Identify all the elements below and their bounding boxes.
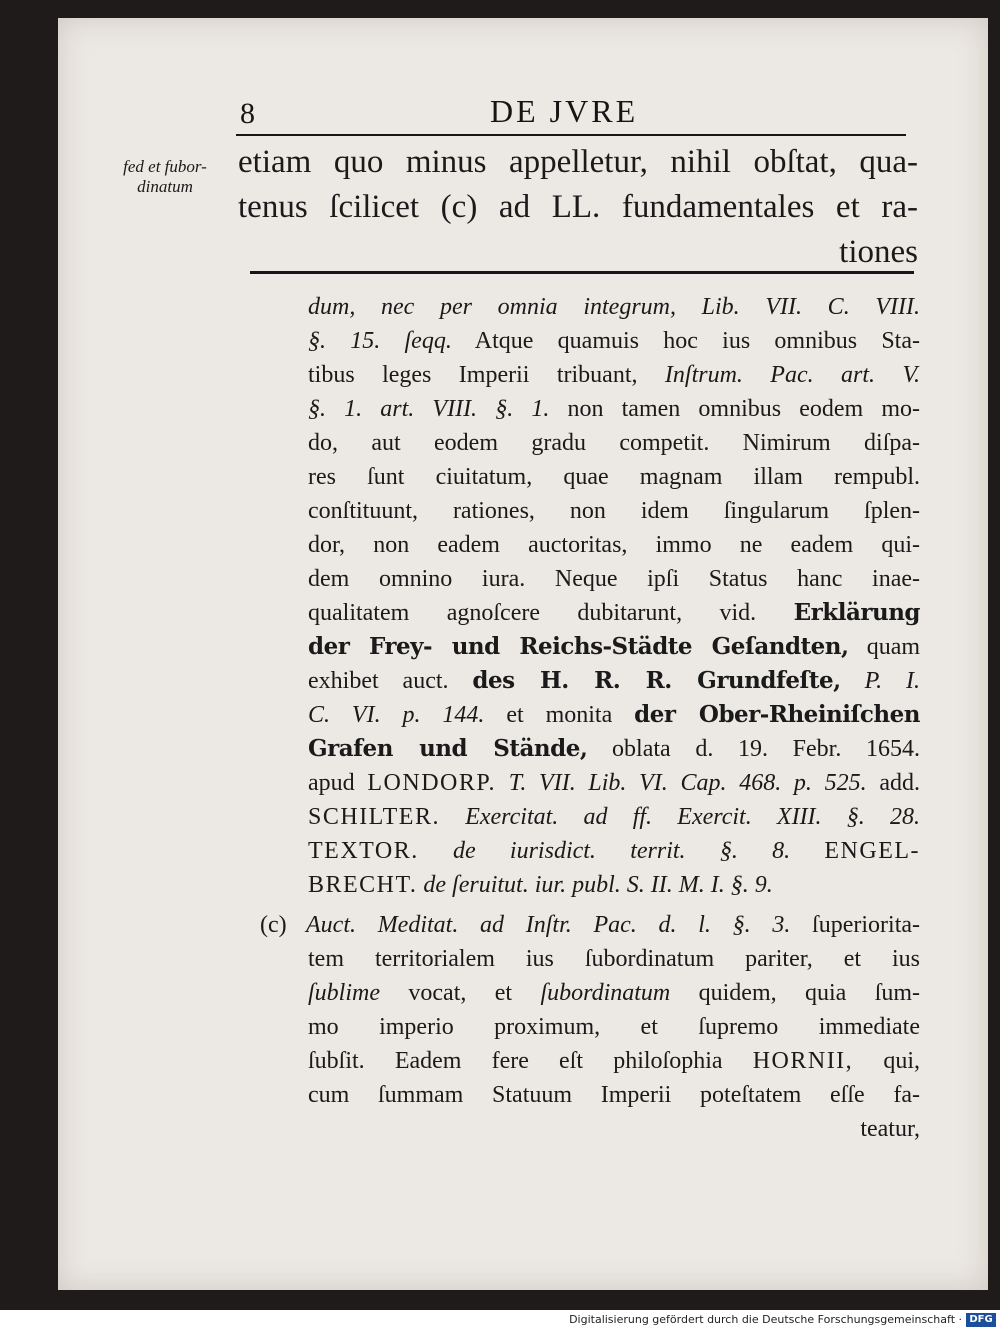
- blackletter-text: der Frey- und Reichs-Städte Geſandten,: [308, 633, 849, 660]
- page-header: [230, 95, 910, 135]
- footnote-line: conſtituunt, rationes, non idem ſingularum ſplen-: [308, 498, 920, 524]
- footnote-line: [260, 868, 920, 902]
- footnote-line: [260, 392, 920, 426]
- main-text-line: tenus ſcilicet (c) ad LL. fundamentales et ra-: [238, 189, 918, 225]
- footnote-line: [260, 358, 920, 392]
- footnote-line: [260, 290, 920, 324]
- italic-citation: Inſtrum. Pac. art. V.: [664, 362, 921, 388]
- footnote-text: apud: [308, 770, 355, 796]
- footnote-text: quam: [866, 634, 921, 660]
- italic-citation: C. VI. p. 144.: [308, 702, 485, 728]
- main-text-line: tiones: [839, 234, 918, 270]
- italic-citation: ſublime: [308, 980, 380, 1006]
- footnote-text: quidem, quia ſum-: [698, 980, 921, 1006]
- italic-citation: Auct. Meditat. ad Inſtr. Pac. d. l. §. 3.: [306, 912, 791, 938]
- footnote-text: ſuperiorita-: [812, 912, 920, 938]
- italic-citation: ſubordinatum: [540, 980, 671, 1006]
- italic-citation: Exercitat. ad ff. Exercit. XIII. §. 28.: [465, 804, 921, 830]
- header-rule: [236, 134, 906, 136]
- footnote-line: teatur,: [860, 1116, 920, 1142]
- footnote-text: oblata d. 19. Febr. 1654.: [612, 736, 921, 762]
- footnote-line: [260, 976, 920, 1010]
- italic-citation: §. 1. art. VIII. §. 1.: [308, 396, 550, 422]
- footnote-text: qualitatem agnoſcere dubitarunt, vid.: [308, 600, 757, 626]
- footnote-line: dor, non eadem auctoritas, immo ne eadem qui-: [308, 532, 920, 558]
- smallcaps-author: ENGEL-: [824, 838, 921, 864]
- footnote-line: [260, 698, 920, 732]
- footnote-line: [260, 664, 920, 698]
- footnote-line: [260, 324, 920, 358]
- smallcaps-author: SCHILTER.: [308, 804, 440, 830]
- italic-citation: de iurisdict. territ. §. 8.: [453, 838, 791, 864]
- margin-note-line: fed et fubor-: [123, 157, 207, 176]
- footnote-line: [260, 1044, 920, 1078]
- blackletter-text: des H. R. R. Grundfeſte,: [472, 667, 841, 694]
- italic-citation: P. I.: [864, 668, 921, 694]
- footnote-line: [260, 834, 920, 868]
- footnote-text: vocat, et: [408, 980, 513, 1006]
- footnote-text: ſubſit. Eadem fere eſt philoſophia: [308, 1048, 723, 1074]
- margin-note-line: dinatum: [137, 177, 193, 196]
- page-number: 8: [240, 97, 255, 130]
- footnote-text: qui,: [883, 1048, 921, 1074]
- smallcaps-author: LONDORP.: [367, 770, 497, 796]
- smallcaps-author: TEXTOR.: [308, 838, 419, 864]
- footnote-text: exhibet auct.: [308, 668, 449, 694]
- footnote-c: [260, 908, 920, 1146]
- smallcaps-author: BRECHT.: [308, 872, 418, 898]
- footnotes: [260, 290, 920, 1146]
- footnote-text: tibus leges Imperii tribuant,: [308, 362, 638, 388]
- footnote-line: [260, 732, 920, 766]
- footnote-line: [260, 630, 920, 664]
- footnote-line: tem territorialem ius ſubordinatum pariter, et ius: [308, 946, 920, 972]
- footnote-line: do, aut eodem gradu competit. Nimirum diſpa-: [308, 430, 920, 456]
- italic-citation: de ſeruitut. iur. publ. S. II. M. I. §. 9.: [423, 872, 773, 898]
- footnote-text: add.: [879, 770, 921, 796]
- digitization-credit: Digitalisierung gefördert durch die Deutsche Forschungsgemeinschaft ·: [569, 1313, 962, 1326]
- main-text-line: etiam quo minus appelletur, nihil obſtat, qua-: [238, 144, 918, 180]
- smallcaps-author: HORNII,: [752, 1048, 854, 1074]
- footnote-b-continued: [260, 290, 920, 902]
- footnote-line: mo imperio proximum, et ſupremo immediate: [308, 1014, 920, 1040]
- running-title: DE JVRE: [490, 93, 639, 129]
- main-text: [238, 140, 918, 275]
- margin-note: [100, 157, 230, 197]
- footnote-separator-rule: [250, 271, 914, 274]
- italic-citation: dum, nec per omnia integrum, Lib. VII. C. VIII.: [308, 294, 920, 320]
- footnote-line: dem omnino iura. Neque ipſi Status hanc inae-: [308, 566, 920, 592]
- footnote-line: [260, 908, 920, 942]
- footnote-line: cum ſummam Statuum Imperii poteſtatem eſſe fa-: [308, 1082, 920, 1108]
- blackletter-text: der Ober-Rheiniſchen: [634, 701, 920, 728]
- footnote-marker: (c): [260, 912, 287, 938]
- italic-citation: §. 15. ſeqq.: [308, 328, 452, 354]
- footnote-line: [260, 800, 920, 834]
- footnote-text: Atque quamuis hoc ius omnibus Sta-: [474, 328, 920, 354]
- footnote-line: [260, 766, 920, 800]
- dfg-logo: DFG: [966, 1313, 996, 1327]
- blackletter-text: Grafen und Stände,: [308, 735, 588, 762]
- footnote-line: res ſunt ciuitatum, quae magnam illam rempubl.: [308, 464, 920, 490]
- footnote-line: [260, 596, 920, 630]
- footnote-text: non tamen omnibus eodem mo-: [567, 396, 920, 422]
- blackletter-text: Erklärung: [793, 599, 920, 626]
- footnote-text: et monita: [506, 702, 613, 728]
- italic-citation: T. VII. Lib. VI. Cap. 468. p. 525.: [508, 770, 867, 796]
